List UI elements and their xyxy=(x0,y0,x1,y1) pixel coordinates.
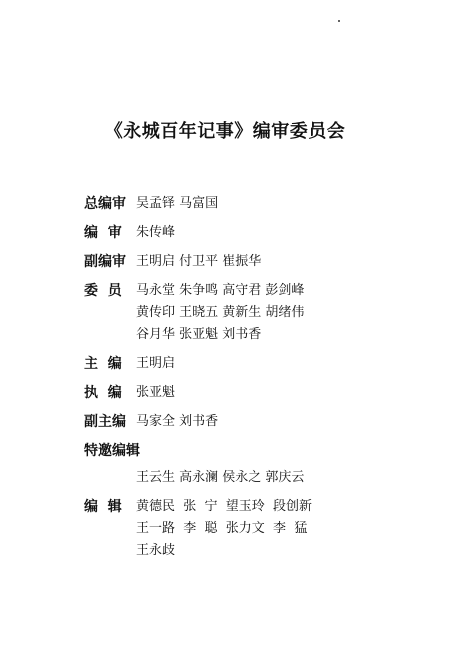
role-names xyxy=(136,193,218,215)
name-line: 王一路 李 聪 张力文 李 猛 xyxy=(136,521,308,536)
role-row-deputy-reviewer xyxy=(84,251,384,273)
role-row-members xyxy=(84,280,384,346)
role-label: 总编审 xyxy=(84,196,126,212)
role-row-deputy-editor xyxy=(84,411,384,433)
name-line: 吴孟铎 马富国 xyxy=(136,196,219,211)
name-line: 朱传峰 xyxy=(136,225,176,240)
role-label: 特邀编辑 xyxy=(84,443,140,459)
name-line: 马家全 刘书香 xyxy=(136,414,219,429)
role-label: 委 员 xyxy=(84,283,122,299)
role-label: 副编审 xyxy=(84,254,126,270)
role-names xyxy=(136,382,175,404)
role-names xyxy=(136,251,261,273)
role-label: 主 编 xyxy=(84,356,122,372)
name-line: 黄德民 张 宁 望玉玲 段创新 xyxy=(136,499,313,514)
role-names xyxy=(136,411,218,433)
name-line: 张亚魁 xyxy=(136,385,176,400)
role-row-executive-editor xyxy=(84,382,384,404)
committee-list xyxy=(84,193,384,569)
name-line: 马永堂 朱争鸣 高守君 彭剑峰 xyxy=(136,283,305,298)
role-names xyxy=(136,222,175,244)
role-row-invited-editors xyxy=(84,440,384,462)
role-label: 执 编 xyxy=(84,385,122,401)
role-row-editor-in-chief xyxy=(84,353,384,375)
role-label: 副主编 xyxy=(84,414,126,430)
name-line: 黄传印 王晓五 黄新生 胡绪伟 xyxy=(136,305,305,320)
role-names xyxy=(136,496,312,562)
name-line: 谷月华 张亚魁 刘书香 xyxy=(136,327,262,342)
role-row-reviewer xyxy=(84,222,384,244)
role-names xyxy=(136,280,304,346)
role-label: 编 辑 xyxy=(84,499,122,515)
role-label: 编 审 xyxy=(84,225,122,241)
role-names xyxy=(136,353,175,375)
name-line: 王明启 付卫平 崔振华 xyxy=(136,254,262,269)
page-speck xyxy=(338,20,340,22)
role-row-editors xyxy=(84,496,384,562)
role-row-chief-reviewer xyxy=(84,193,384,215)
invited-editor-names: 王云生 高永澜 侯永之 郭庆云 xyxy=(136,470,305,485)
page-title: 《永城百年记事》编审委员会 xyxy=(104,121,346,142)
name-line: 王明启 xyxy=(136,356,176,371)
name-line: 王永歧 xyxy=(136,543,176,558)
